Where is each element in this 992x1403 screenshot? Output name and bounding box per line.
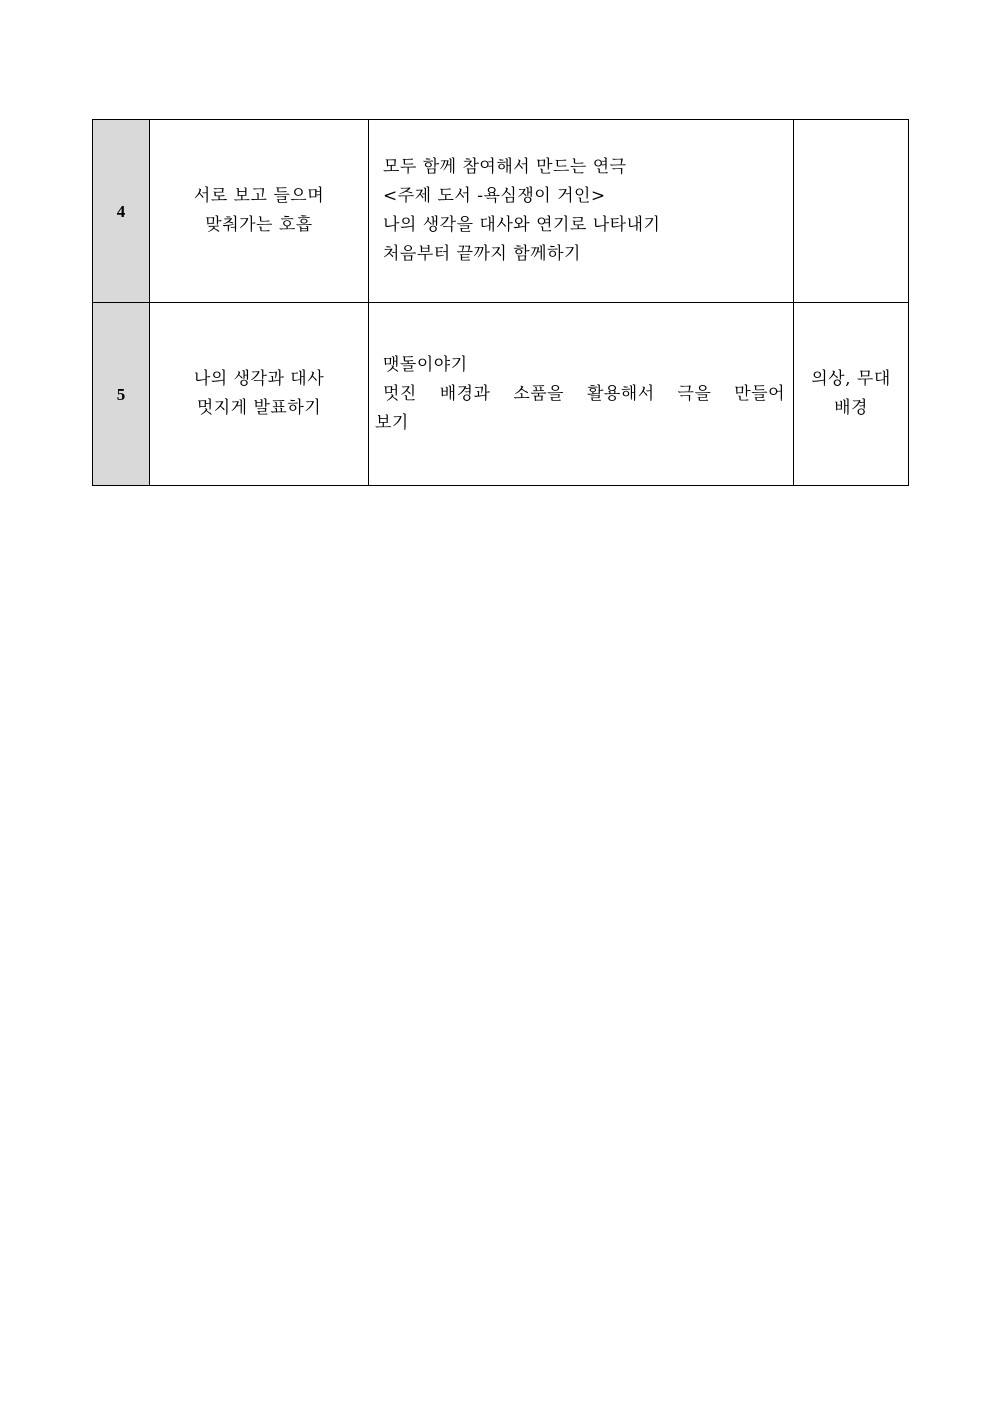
lesson-content-line: <주제 도서 -욕심쟁이 거인> bbox=[383, 186, 606, 206]
table-row bbox=[93, 303, 909, 486]
materials-cell bbox=[794, 303, 909, 486]
lesson-title-line: 맞춰가는 호흡 bbox=[205, 215, 313, 235]
table-row bbox=[93, 120, 909, 303]
lesson-plan-table bbox=[92, 119, 909, 486]
lesson-content-cell bbox=[369, 303, 794, 486]
lesson-content-line: 보기 bbox=[375, 412, 409, 433]
lesson-title-cell bbox=[150, 120, 369, 303]
lesson-title-cell bbox=[150, 303, 369, 486]
row-number-cell: 5 bbox=[93, 303, 150, 486]
materials-line: 배경 bbox=[834, 398, 868, 418]
lesson-title-line: 나의 생각과 대사 bbox=[193, 369, 325, 389]
lesson-content-line: 모두 함께 참여해서 만드는 연극 bbox=[383, 157, 627, 177]
lesson-title-line: 멋지게 발표하기 bbox=[196, 398, 322, 418]
lesson-content-line: 나의 생각을 대사와 연기로 나타내기 bbox=[383, 215, 661, 235]
lesson-content-cell bbox=[369, 120, 794, 303]
lesson-content-line: 멋진 배경과 소품을 활용해서 극을 만들어 bbox=[383, 383, 785, 404]
lesson-title-line: 서로 보고 들으며 bbox=[193, 186, 325, 206]
lesson-content-line: 처음부터 끝까지 함께하기 bbox=[383, 244, 581, 264]
materials-line: 의상, 무대 bbox=[811, 369, 891, 389]
materials-cell bbox=[794, 120, 909, 303]
row-number-cell: 4 bbox=[93, 120, 150, 303]
lesson-content-line: 맷돌이야기 bbox=[383, 354, 468, 375]
